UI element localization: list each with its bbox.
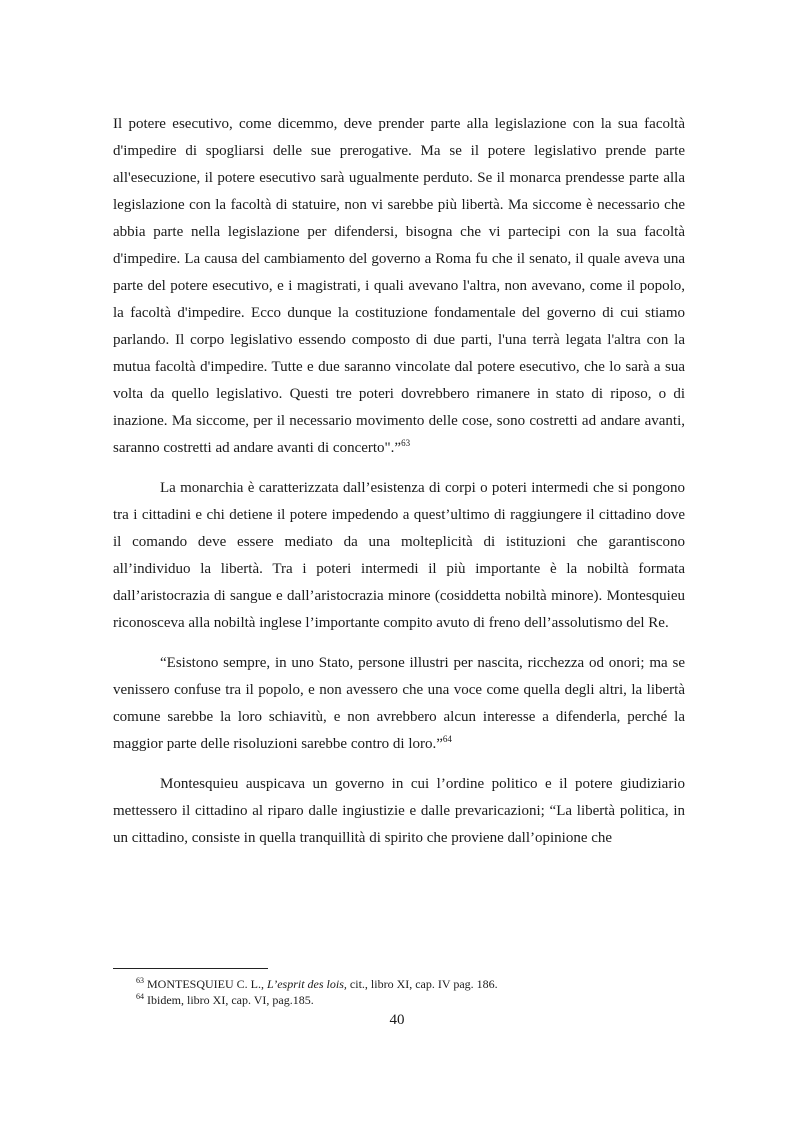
footnote-63-author: MONTESQUIEU C. L., bbox=[147, 977, 267, 991]
paragraph-3-text: “Esistono sempre, in uno Stato, persone illustri per nascita, ricchezza od onori; ma se venissero confuse tra il popolo, e non avessero che una voce come quella degli altri, la libertà comune sarebbe la loro schiavitù, e non avrebbero alcun interesse a difenderla, perché la maggior parte delle risoluzioni sarebbe contro di loro.” bbox=[113, 655, 685, 752]
page-number: 40 bbox=[389, 1012, 405, 1028]
paragraph-2 bbox=[113, 475, 685, 637]
footnote-64-number: 64 bbox=[136, 992, 144, 1001]
footnote-separator bbox=[113, 968, 268, 969]
paragraph-1-text: Il potere esecutivo, come dicemmo, deve prender parte alla legislazione con la sua facoltà d'impedire di spogliarsi delle sue prerogative. Ma se il potere legislativo prende parte all'esecuzione, il potere esecutivo sarà ugualmente perduto. Se il monarca prendesse parte alla legislazione con la facoltà di statuire, non vi sarebbe più libertà. Ma siccome è necessario che abbia parte nella legislazione per difendersi, bisogna che vi partecipi con la sua facoltà d'impedire. La causa del cambiamento del governo a Roma fu che il senato, il quale aveva una parte del potere esecutivo, e i magistrati, i quali avevano l'altra, non avevano, come il popolo, la facoltà d'impedire. Ecco dunque la costituzione fondamentale del governo di cui stiamo parlando. Il corpo legislativo essendo composto di due parti, l'una terrà legata l'altra con la mutua facoltà d'impedire. Tutte e due saranno vincolate dal potere esecutivo, che lo sarà a sua volta da quello legislativo. Questi tre poteri dovrebbero rimanere in stato di riposo, o di inazione. Ma siccome, per il necessario movimento delle cose, sono costretti ad andare avanti, saranno costretti ad andare avanti di concerto".” bbox=[113, 116, 685, 456]
footnote-63-number: 63 bbox=[136, 976, 144, 985]
paragraph-4 bbox=[113, 771, 685, 852]
footnote-63 bbox=[113, 976, 685, 992]
footnote-ref-64: 64 bbox=[442, 734, 452, 744]
footnote-64-text: Ibidem, libro XI, cap. VI, pag.185. bbox=[147, 993, 314, 1007]
footnote-63-citation: cit., libro XI, cap. IV pag. 186. bbox=[346, 977, 498, 991]
paragraph-1 bbox=[113, 111, 685, 462]
footnote-64 bbox=[113, 992, 685, 1008]
paragraph-4-text: Montesquieu auspicava un governo in cui l’ordine politico e il potere giudiziario mettessero il cittadino al riparo dalle ingiustizie e dalle prevaricazioni; “La libertà politica, in un cittadino, consiste in quella tranquillità di spirito che proviene dall’opinione che bbox=[113, 776, 685, 846]
paragraph-2-text: La monarchia è caratterizzata dall’esistenza di corpi o poteri intermedi che si pongono tra i cittadini e chi detiene il potere impedendo a quest’ultimo di raggiungere il cittadino dove il comando deve essere mediato da una molteplicità di istituzioni che garantiscono all’individuo la libertà. Tra i poteri intermedi il più importante è la nobiltà formata dall’aristocrazia di sangue e dall’aristocrazia minore (cosiddetta nobiltà minore). Montesquieu riconosceva alla nobiltà inglese l’importante compito avuto di freno dell’assolutismo del Re. bbox=[113, 480, 685, 631]
footnote-ref-63: 63 bbox=[401, 438, 411, 448]
footnote-63-title: L’esprit des lois, bbox=[267, 977, 347, 991]
paragraph-3-quote bbox=[113, 650, 685, 758]
body-text bbox=[113, 111, 685, 865]
footnotes bbox=[113, 976, 685, 1008]
